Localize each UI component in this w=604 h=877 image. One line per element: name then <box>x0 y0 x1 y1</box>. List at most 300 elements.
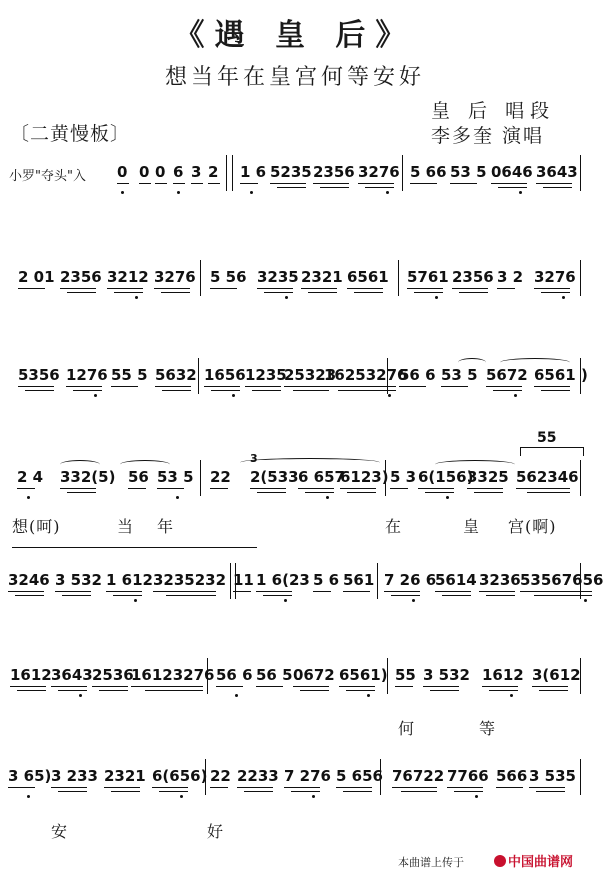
note-group: 0646 <box>491 163 533 181</box>
octave-dot <box>412 599 415 602</box>
note-group: 3235232 <box>153 571 227 589</box>
beam-line <box>173 183 185 184</box>
beam-line <box>256 591 292 592</box>
beam-line <box>270 183 306 184</box>
beam-line <box>347 492 376 493</box>
beam-line <box>354 292 383 293</box>
octave-dot <box>135 296 138 299</box>
beam-line <box>541 390 570 391</box>
note-group: 0 <box>155 163 166 181</box>
beam-line <box>435 591 471 592</box>
bar-line <box>580 460 581 496</box>
octave-dot <box>326 496 329 499</box>
beam-line <box>15 595 44 596</box>
singer-label: 李多奎 演唱 <box>431 125 545 147</box>
beam-line <box>541 292 570 293</box>
beam-line <box>104 787 140 788</box>
note-group: 3246 <box>8 571 50 589</box>
beam-line <box>346 690 375 691</box>
note-group: 53 5 <box>157 468 194 486</box>
site-logo-text: 中国曲谱网 <box>508 855 574 870</box>
beam-line <box>111 386 138 387</box>
note-group: 2536 <box>92 666 134 684</box>
note-group: 5 56 <box>210 268 247 286</box>
logo-badge-icon <box>494 855 506 867</box>
note-group: 5 66 <box>410 163 447 181</box>
beam-line <box>308 292 337 293</box>
beam-line <box>240 183 258 184</box>
note-group: 3 233 <box>51 767 98 785</box>
beam-line <box>300 690 329 691</box>
beam-line <box>536 183 572 184</box>
beam-line <box>159 791 188 792</box>
beam-line <box>414 292 443 293</box>
bar-line <box>387 358 388 394</box>
note-group: 6561 <box>347 268 389 286</box>
lyric-text: 年 <box>157 517 175 536</box>
note-group: 56 6 <box>216 666 253 684</box>
octave-dot <box>519 191 522 194</box>
octave-dot <box>562 296 565 299</box>
beam-line <box>155 386 191 387</box>
beam-line <box>250 488 286 489</box>
mode-label: 〔二黄慢板〕 <box>10 123 131 145</box>
beam-line <box>365 187 394 188</box>
beam-line <box>154 288 190 289</box>
lyric-text: 在 <box>385 517 403 536</box>
beam-line <box>391 595 420 596</box>
beam-line <box>51 686 87 687</box>
note-group: 76722 <box>392 767 445 785</box>
note-group: 55 5 <box>111 366 148 384</box>
lyric-text: 当 <box>117 517 135 536</box>
note-group: 3276 <box>534 268 576 286</box>
note-group: 562346 <box>516 468 579 486</box>
beam-line <box>536 791 565 792</box>
bar-line <box>200 460 201 496</box>
beam-line <box>390 488 408 489</box>
note-group: 16123276 <box>131 666 215 684</box>
beam-line <box>497 288 515 289</box>
note-group: 2356 <box>60 268 102 286</box>
bar-line <box>580 759 581 795</box>
note-group: 2321 <box>104 767 146 785</box>
note-group: 5632 <box>155 366 197 384</box>
octave-dot <box>176 496 179 499</box>
octave-dot <box>79 694 82 697</box>
bar-line <box>198 358 199 394</box>
beam-line <box>301 288 337 289</box>
slur <box>120 460 170 469</box>
beam-line <box>67 492 96 493</box>
beam-line <box>25 390 54 391</box>
note-group: 1235 <box>245 366 287 384</box>
bar-line <box>205 759 206 795</box>
note-group: 0672 <box>293 666 335 684</box>
beam-line <box>113 595 142 596</box>
note-group: 2321 <box>301 268 343 286</box>
beam-line <box>216 686 243 687</box>
beam-line <box>252 390 281 391</box>
beam-line <box>452 288 488 289</box>
note-group: 2 01 <box>18 268 55 286</box>
beam-line <box>210 787 228 788</box>
slur <box>500 358 570 367</box>
note-group: 6(156) <box>418 468 474 486</box>
beam-line <box>482 686 518 687</box>
octave-dot <box>285 296 288 299</box>
note-group: 6(656) <box>152 767 208 785</box>
bar-line <box>398 260 399 296</box>
beam-line <box>291 791 320 792</box>
beam-line <box>263 595 292 596</box>
beam-line <box>324 386 396 387</box>
beam-line <box>60 288 96 289</box>
note-group: 3643 <box>536 163 578 181</box>
marking-bracket <box>520 447 584 456</box>
octave-dot <box>250 191 253 194</box>
note-group: 2 <box>208 163 219 181</box>
bar-line <box>580 563 581 599</box>
beam-line <box>425 492 454 493</box>
note-group: 2 4 <box>17 468 44 486</box>
beam-line <box>336 787 372 788</box>
note-group: 5 3 <box>390 468 417 486</box>
octave-dot <box>177 191 180 194</box>
bar-line <box>232 155 233 191</box>
octave-dot <box>386 191 389 194</box>
lyric-text: 皇 <box>463 517 481 536</box>
note-group: 56 6 <box>399 366 436 384</box>
octave-dot <box>446 496 449 499</box>
beam-line <box>486 595 515 596</box>
lyric-text: 安 <box>51 822 69 841</box>
beam-line <box>139 183 151 184</box>
beam-line <box>18 386 54 387</box>
beam-line <box>107 288 143 289</box>
note-group: 3325 <box>467 468 509 486</box>
beam-line <box>384 591 420 592</box>
octave-dot <box>232 394 235 397</box>
note-group: 53567656 <box>520 571 604 589</box>
beam-line <box>447 787 483 788</box>
site-logo <box>494 851 573 870</box>
intro-text: 小罗"夺头"入 <box>9 169 86 184</box>
beam-line <box>441 386 468 387</box>
octave-dot <box>134 599 137 602</box>
note-group: 6 <box>173 163 184 181</box>
note-group: 56 <box>128 468 149 486</box>
beam-line <box>392 787 437 788</box>
beam-line <box>58 791 87 792</box>
beam-line <box>208 183 220 184</box>
note-group: 1612 <box>482 666 524 684</box>
beam-line <box>210 488 228 489</box>
beam-line <box>10 686 46 687</box>
note-group: 3276 <box>358 163 400 181</box>
octave-dot <box>121 191 124 194</box>
octave-dot <box>584 599 587 602</box>
beam-line <box>410 183 437 184</box>
lyric-text: 等 <box>479 719 497 738</box>
note-group: 5 6 <box>313 571 340 589</box>
note-group: 5761 <box>407 268 449 286</box>
beam-line <box>339 686 375 687</box>
beam-line <box>128 488 146 489</box>
octave-dot <box>27 795 30 798</box>
beam-line <box>111 791 140 792</box>
beam-line <box>418 488 454 489</box>
beam-line <box>305 492 334 493</box>
beam-line <box>320 187 349 188</box>
note-group: 3212 <box>107 268 149 286</box>
note-group: 3 65) <box>8 767 52 785</box>
beam-line <box>155 183 167 184</box>
note-group: 2(533 <box>250 468 299 486</box>
beam-line <box>479 591 515 592</box>
note-group: 6561) <box>339 666 388 684</box>
note-group: 3(612 <box>532 666 581 684</box>
slur <box>435 460 515 469</box>
beam-line <box>467 488 503 489</box>
octave-dot <box>514 394 517 397</box>
note-group: 55 <box>395 666 416 684</box>
beam-line <box>423 686 459 687</box>
slur <box>60 460 100 469</box>
beam-line <box>516 488 570 489</box>
beam-line <box>534 595 592 596</box>
note-group: 3 532 <box>55 571 102 589</box>
note-group: 22 <box>210 468 231 486</box>
beam-line <box>399 386 426 387</box>
beam-line <box>493 390 522 391</box>
bar-line <box>580 155 581 191</box>
beam-line <box>114 292 143 293</box>
beam-line <box>166 595 216 596</box>
bar-line <box>385 460 386 496</box>
beam-line <box>430 690 459 691</box>
beam-line <box>340 488 376 489</box>
octave-dot <box>27 496 30 499</box>
grace-note-3: 3 <box>250 452 258 465</box>
beam-line <box>191 183 203 184</box>
beam-line <box>520 591 592 592</box>
beam-line <box>62 595 91 596</box>
note-group: 3 535 <box>529 767 576 785</box>
beam-line <box>395 686 413 687</box>
note-group: 0 <box>117 163 128 181</box>
beam-line <box>313 591 331 592</box>
beam-line <box>532 686 568 687</box>
bar-line <box>226 155 227 191</box>
beam-line <box>106 591 142 592</box>
lyric-text: 想(呵) <box>12 517 61 536</box>
note-group: 2356 <box>452 268 494 286</box>
note-group: 332(5) <box>60 468 116 486</box>
note-group: 3276 <box>154 268 196 286</box>
note-group: 1656 <box>204 366 246 384</box>
beam-line <box>527 492 570 493</box>
beam-line <box>210 288 237 289</box>
note-group: 3643 <box>51 666 93 684</box>
beam-line <box>245 386 281 387</box>
beam-line <box>66 386 102 387</box>
beam-line <box>237 787 273 788</box>
bar-line <box>402 155 403 191</box>
note-group: 5235 <box>270 163 312 181</box>
beam-line <box>277 187 306 188</box>
beam-line <box>313 183 349 184</box>
octave-dot <box>235 694 238 697</box>
beam-line <box>284 386 329 387</box>
note-group: 53 5 <box>450 163 487 181</box>
beam-line <box>145 690 203 691</box>
bar-line <box>380 759 381 795</box>
beam-line <box>343 591 370 592</box>
note-group: 6561 ) <box>534 366 588 384</box>
note-group: 5672 <box>486 366 528 384</box>
beam-line <box>17 488 35 489</box>
note-group: 561 <box>343 571 375 589</box>
beam-line <box>256 686 283 687</box>
beam-line <box>459 292 488 293</box>
beam-line <box>152 787 188 788</box>
beam-line <box>17 690 46 691</box>
octave-dot <box>180 795 183 798</box>
beam-line <box>284 787 320 788</box>
beam-line <box>99 690 128 691</box>
beam-line <box>534 386 570 387</box>
beam-line <box>51 787 87 788</box>
beam-line <box>407 288 443 289</box>
beam-line <box>498 187 527 188</box>
bar-line <box>580 658 581 694</box>
octave-dot <box>94 394 97 397</box>
note-group: 1 6(23 <box>256 571 310 589</box>
beam-line <box>343 791 372 792</box>
note-group: 3235 <box>257 268 299 286</box>
beam-line <box>496 787 523 788</box>
beam-line <box>401 791 437 792</box>
beam-line <box>211 390 240 391</box>
beam-line <box>257 288 293 289</box>
octave-dot <box>284 599 287 602</box>
upload-note: 本曲谱上传于 <box>398 856 464 869</box>
note-group: 0 <box>139 163 150 181</box>
beam-line <box>117 183 129 184</box>
bar-line <box>387 658 388 694</box>
beam-line <box>92 686 128 687</box>
beam-line <box>8 787 35 788</box>
song-subtitle: 想当年在皇宫何等安好 <box>164 65 425 90</box>
note-group: 3236 <box>479 571 521 589</box>
beam-line <box>257 492 286 493</box>
beam-line <box>162 390 191 391</box>
beam-line <box>264 292 293 293</box>
note-group: 5 656 <box>336 767 383 785</box>
beam-line <box>8 591 44 592</box>
beam-line <box>450 183 477 184</box>
note-group: 2356 <box>313 163 355 181</box>
bar-line <box>377 563 378 599</box>
beam-line <box>67 292 96 293</box>
beam-line <box>358 183 394 184</box>
note-group: 3 <box>191 163 202 181</box>
note-group: 7 26 6 <box>384 571 437 589</box>
beam-line <box>153 591 216 592</box>
note-group: 7766 <box>447 767 489 785</box>
beam-line <box>486 386 522 387</box>
bar-line <box>580 358 581 394</box>
octave-dot <box>367 694 370 697</box>
beam-line <box>131 686 203 687</box>
bar-line <box>580 260 581 296</box>
beam-line <box>543 187 572 188</box>
note-group: 53 5 <box>441 366 478 384</box>
lyric-text: 好 <box>207 822 225 841</box>
note-group: 3 2 <box>497 268 524 286</box>
note-group: 6 657 <box>298 468 345 486</box>
beam-line <box>534 288 570 289</box>
beam-line <box>161 292 190 293</box>
beam-line <box>55 591 91 592</box>
beam-line <box>58 690 87 691</box>
note-group: 1 612 <box>106 571 153 589</box>
slur <box>240 458 380 467</box>
role-label: 皇 后 唱段 <box>431 100 556 122</box>
bar-line <box>207 658 208 694</box>
beam-line <box>298 488 334 489</box>
beam-line <box>204 386 240 387</box>
note-group: 3 532 <box>423 666 470 684</box>
beam-line <box>442 595 471 596</box>
lyric-text: 何 <box>398 719 416 738</box>
beam-line <box>18 288 45 289</box>
note-group: 1612 <box>10 666 52 684</box>
lyric-text: 宫(啊) <box>508 517 557 536</box>
beam-line <box>293 390 329 391</box>
note-group: 22 <box>210 767 231 785</box>
note-group: 6123) <box>340 468 389 486</box>
beam-line <box>347 288 383 289</box>
beam-line <box>244 791 273 792</box>
beam-line <box>157 488 184 489</box>
octave-dot <box>388 394 391 397</box>
note-group: 2233 <box>237 767 279 785</box>
beam-line <box>60 488 96 489</box>
beam-line <box>491 183 527 184</box>
slur <box>458 358 486 367</box>
note-group: 5614 <box>435 571 477 589</box>
octave-dot <box>435 296 438 299</box>
note-group: 5356 <box>18 366 60 384</box>
marking-55: 55 <box>537 430 557 446</box>
octave-dot <box>475 795 478 798</box>
beam-line <box>73 390 102 391</box>
note-group: 1276 <box>66 366 108 384</box>
note-group: 16253276 <box>324 366 408 384</box>
beam-line <box>529 787 565 788</box>
octave-dot <box>510 694 513 697</box>
double-bar-line <box>230 563 236 599</box>
song-title: 《遇 皇 后》 <box>174 18 416 53</box>
bar-line <box>200 260 201 296</box>
beam-line <box>454 791 483 792</box>
note-group: 11 <box>233 571 254 589</box>
note-group: 7 276 <box>284 767 331 785</box>
beam-line <box>489 690 518 691</box>
note-group: 566 <box>496 767 528 785</box>
